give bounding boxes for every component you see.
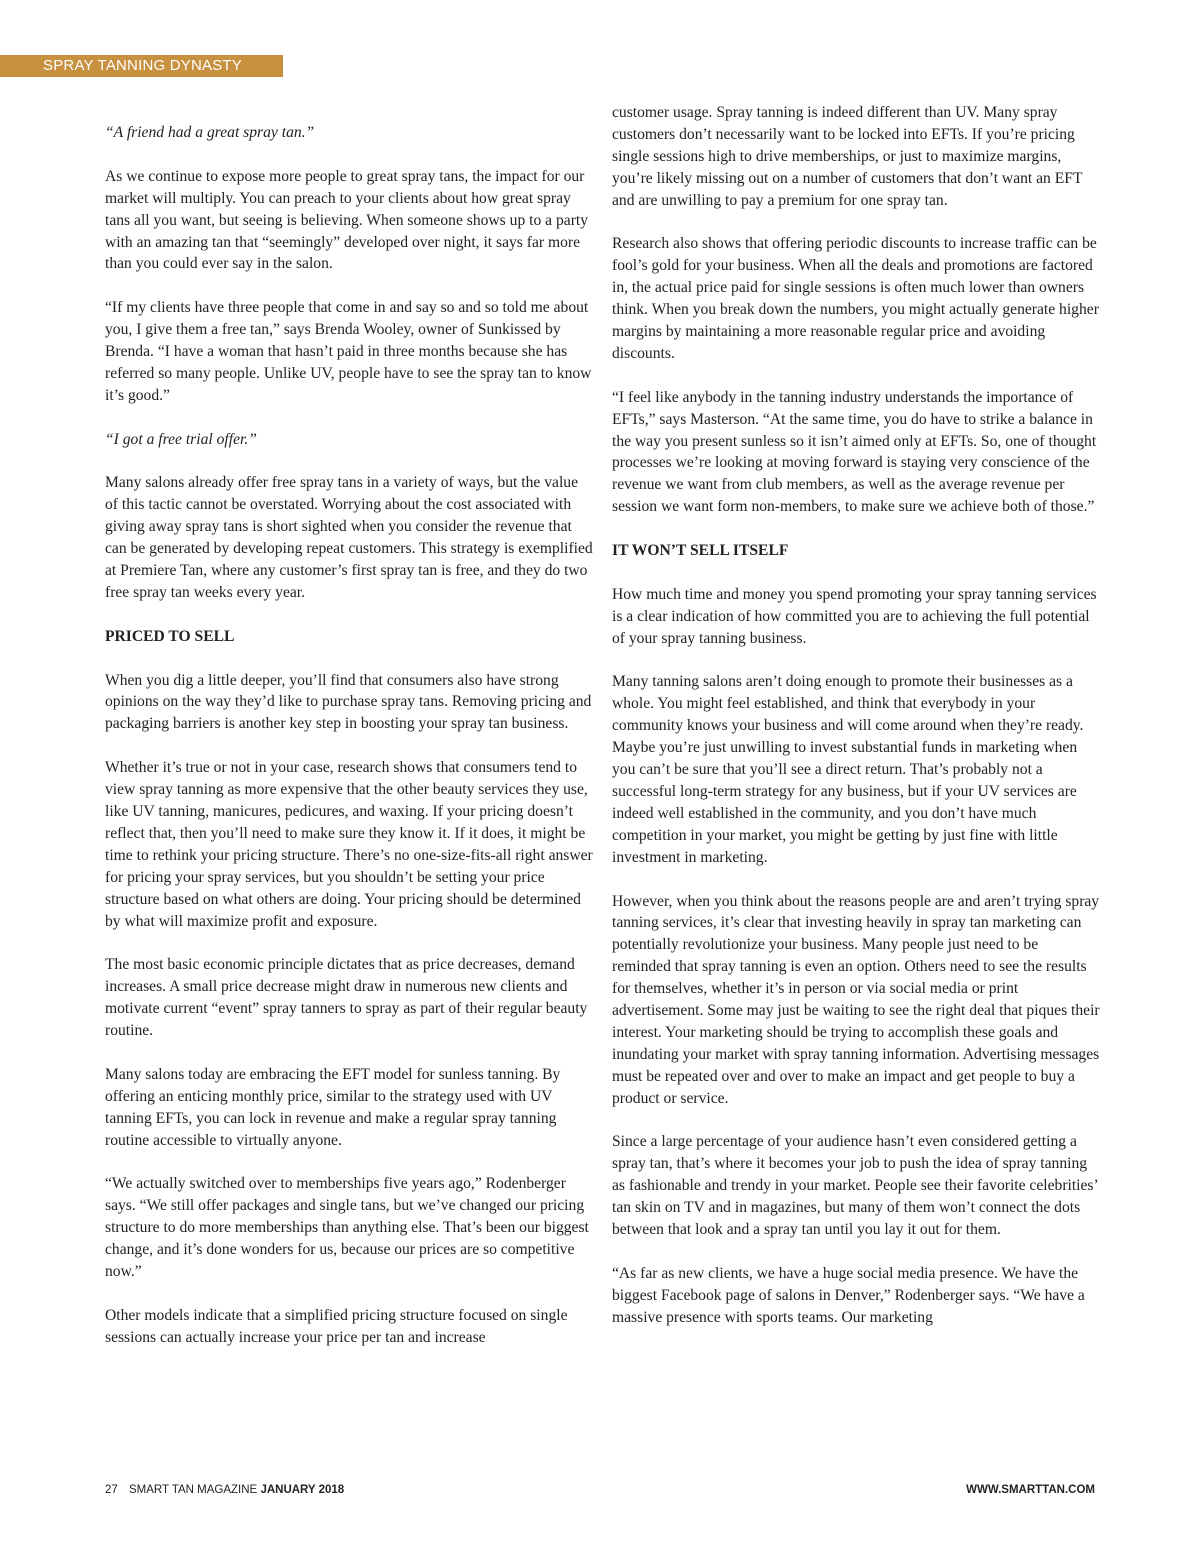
page-number: 27: [105, 1484, 118, 1496]
right-column: [612, 102, 1100, 1351]
paragraph: “As far as new clients, we have a huge social media presence. We have the biggest Facebook page of salons in Denver,” Rodenberger says. “We have a massive presence with sports teams. Our marketing: [612, 1264, 1085, 1326]
footer-left: [105, 1484, 344, 1496]
paragraph: Since a large percentage of your audience hasn’t even considered getting a spray tan, that’s where it becomes your job to push the idea of spray tanning as fashionable and trendy in your market. People see their favorite celebrities’ tan skin on TV and in magazines, but many of them won’t connect the dots between that look and a spray tan until you lay it out for them.: [612, 1133, 1098, 1239]
section-header-bar: [0, 55, 283, 77]
paragraph: Many salons today are embracing the EFT model for sunless tanning. By offering an enticing monthly price, similar to the strategy used with UV tanning EFTs, you can lock in revenue and make a regular spray tanning routine accessible to virtually anyone.: [105, 1065, 561, 1149]
paragraph: Other models indicate that a simplified pricing structure focused on single sessions can actually increase your price per tan and increase: [105, 1306, 568, 1346]
paragraph: “I feel like anybody in the tanning industry understands the importance of EFTs,” says Masterson. “At the same time, you do have to strike a balance in the way you present sunless so it isn’t aimed only at EFTs. So, one of thought processes we’re looking at moving forward is staying very conscience of the revenue we want from club members, as well as the average revenue per session we want form non-members, to make sure we achieve both of those.”: [612, 388, 1097, 516]
paragraph: However, when you think about the reasons people are and aren’t trying spray tanning services, it’s clear that investing heavily in spray tan marketing can potentially revolutionize your business. Many people just need to be reminded that spray tanning is even an option. Others need to see the results for themselves, whether it’s in person or via social media or print advertisement. Some may just be waiting to see the right deal that piques their interest. Your marketing should be trying to accomplish these goals and inundating your market with spray tanning information. Advertising messages must be repeated over and over to make an impact and get people to buy a product or service.: [612, 892, 1100, 1107]
paragraph: Many tanning salons aren’t doing enough to promote their businesses as a whole. You might feel established, and think that everybody in your community knows your business and will come around when they’re ready. Maybe you’re just unwilling to invest substantial funds in marketing when you can’t be sure that you’ll see a direct return. That’s probably not a successful long-term strategy for any business, but if your UV services are indeed well established in the community, and you don’t have much competition in your market, you might be getting by just fine with little investment in marketing.: [612, 673, 1084, 866]
paragraph: “We actually switched over to memberships five years ago,” Rodenberger says. “We still offer packages and single tans, but we’ve changed our pricing structure to do more memberships than anything else. That’s been our biggest change, and it’s done wonders for us, because our prices are so competitive now.”: [105, 1175, 589, 1280]
section-heading: PRICED TO SELL: [105, 627, 235, 645]
section-heading: IT WON’T SELL ITSELF: [612, 542, 789, 560]
left-column: [105, 122, 593, 1370]
paragraph: Whether it’s true or not in your case, research shows that consumers tend to view spray tanning as more expensive that the other beauty services they use, like UV tanning, manicures, pedicures, and waxing. If your pricing doesn’t reflect that, then you’ll need to make sure they know it. If it does, it might be time to rethink your pricing structure. There’s no one-size-fits-all right answer for pricing your spray services, but you shouldn’t be setting your price structure based on what others are doing. Your pricing should be determined by what will maximize profit and exposure.: [105, 759, 593, 930]
subheading-quote: “I got a free trial offer.”: [105, 430, 257, 448]
paragraph: customer usage. Spray tanning is indeed different than UV. Many spray customers don’t necessarily want to be locked into EFTs. If you’re pricing single sessions high to drive memberships, or just to maximize margins, you’re likely missing out on a number of customers that don’t want an EFT and are unwilling to pay a premium for one spray tan.: [612, 104, 1083, 209]
paragraph: As we continue to expose more people to great spray tans, the impact for our market will multiply. You can preach to your clients about how great spray tans all you want, but seeing is believing. When someone shows up to a party with an amazing tan that “seemingly” developed over night, it says far more than you could ever say in the salon.: [105, 167, 589, 273]
paragraph: Research also shows that offering periodic discounts to increase traffic can be fool’s gold for your business. When all the deals and promotions are factored in, the actual price paid for single sessions is often much lower than owners think. When you break down the numbers, you might actually generate higher margins by maintaining a more reasonable regular price and avoiding discounts.: [612, 235, 1099, 362]
section-label: SPRAY TANNING DYNASTY: [43, 57, 242, 74]
magazine-name: SMART TAN MAGAZINE: [129, 1484, 258, 1496]
paragraph: “If my clients have three people that come in and say so and so told me about you, I give them a free tan,” says Brenda Wooley, owner of Sunkissed by Brenda. “I have a woman that hasn’t paid in three months because she has referred so many people. Unlike UV, people have to see the spray tan to know it’s good.”: [105, 299, 592, 404]
paragraph: How much time and money you spend promoting your spray tanning services is a clear indication of how committed you are to achieving the full potential of your spray tanning business.: [612, 585, 1097, 647]
paragraph: The most basic economic principle dictates that as price decreases, demand increases. A small price decrease might draw in numerous new clients and motivate current “event” spray tanners to spray as part of their regular beauty routine.: [105, 956, 588, 1040]
issue-date: JANUARY 2018: [260, 1484, 345, 1496]
website-link: WWW.SMARTTAN.COM: [966, 1484, 1095, 1496]
paragraph: When you dig a little deeper, you’ll find that consumers also have strong opinions on the way they’d like to purchase spray tans. Removing pricing and packaging barriers is another key step in boosting your spray tan business.: [105, 671, 592, 733]
subheading-quote: “A friend had a great spray tan.”: [105, 124, 315, 141]
paragraph: Many salons already offer free spray tans in a variety of ways, but the value of this tactic cannot be overstated. Worrying about the cost associated with giving away spray tans is short sighted when you consider the revenue that can be generated by developing repeat customers. This strategy is exemplified at Premiere Tan, where any customer’s first spray tan is free, and they do two free spray tan weeks every year.: [105, 474, 593, 601]
